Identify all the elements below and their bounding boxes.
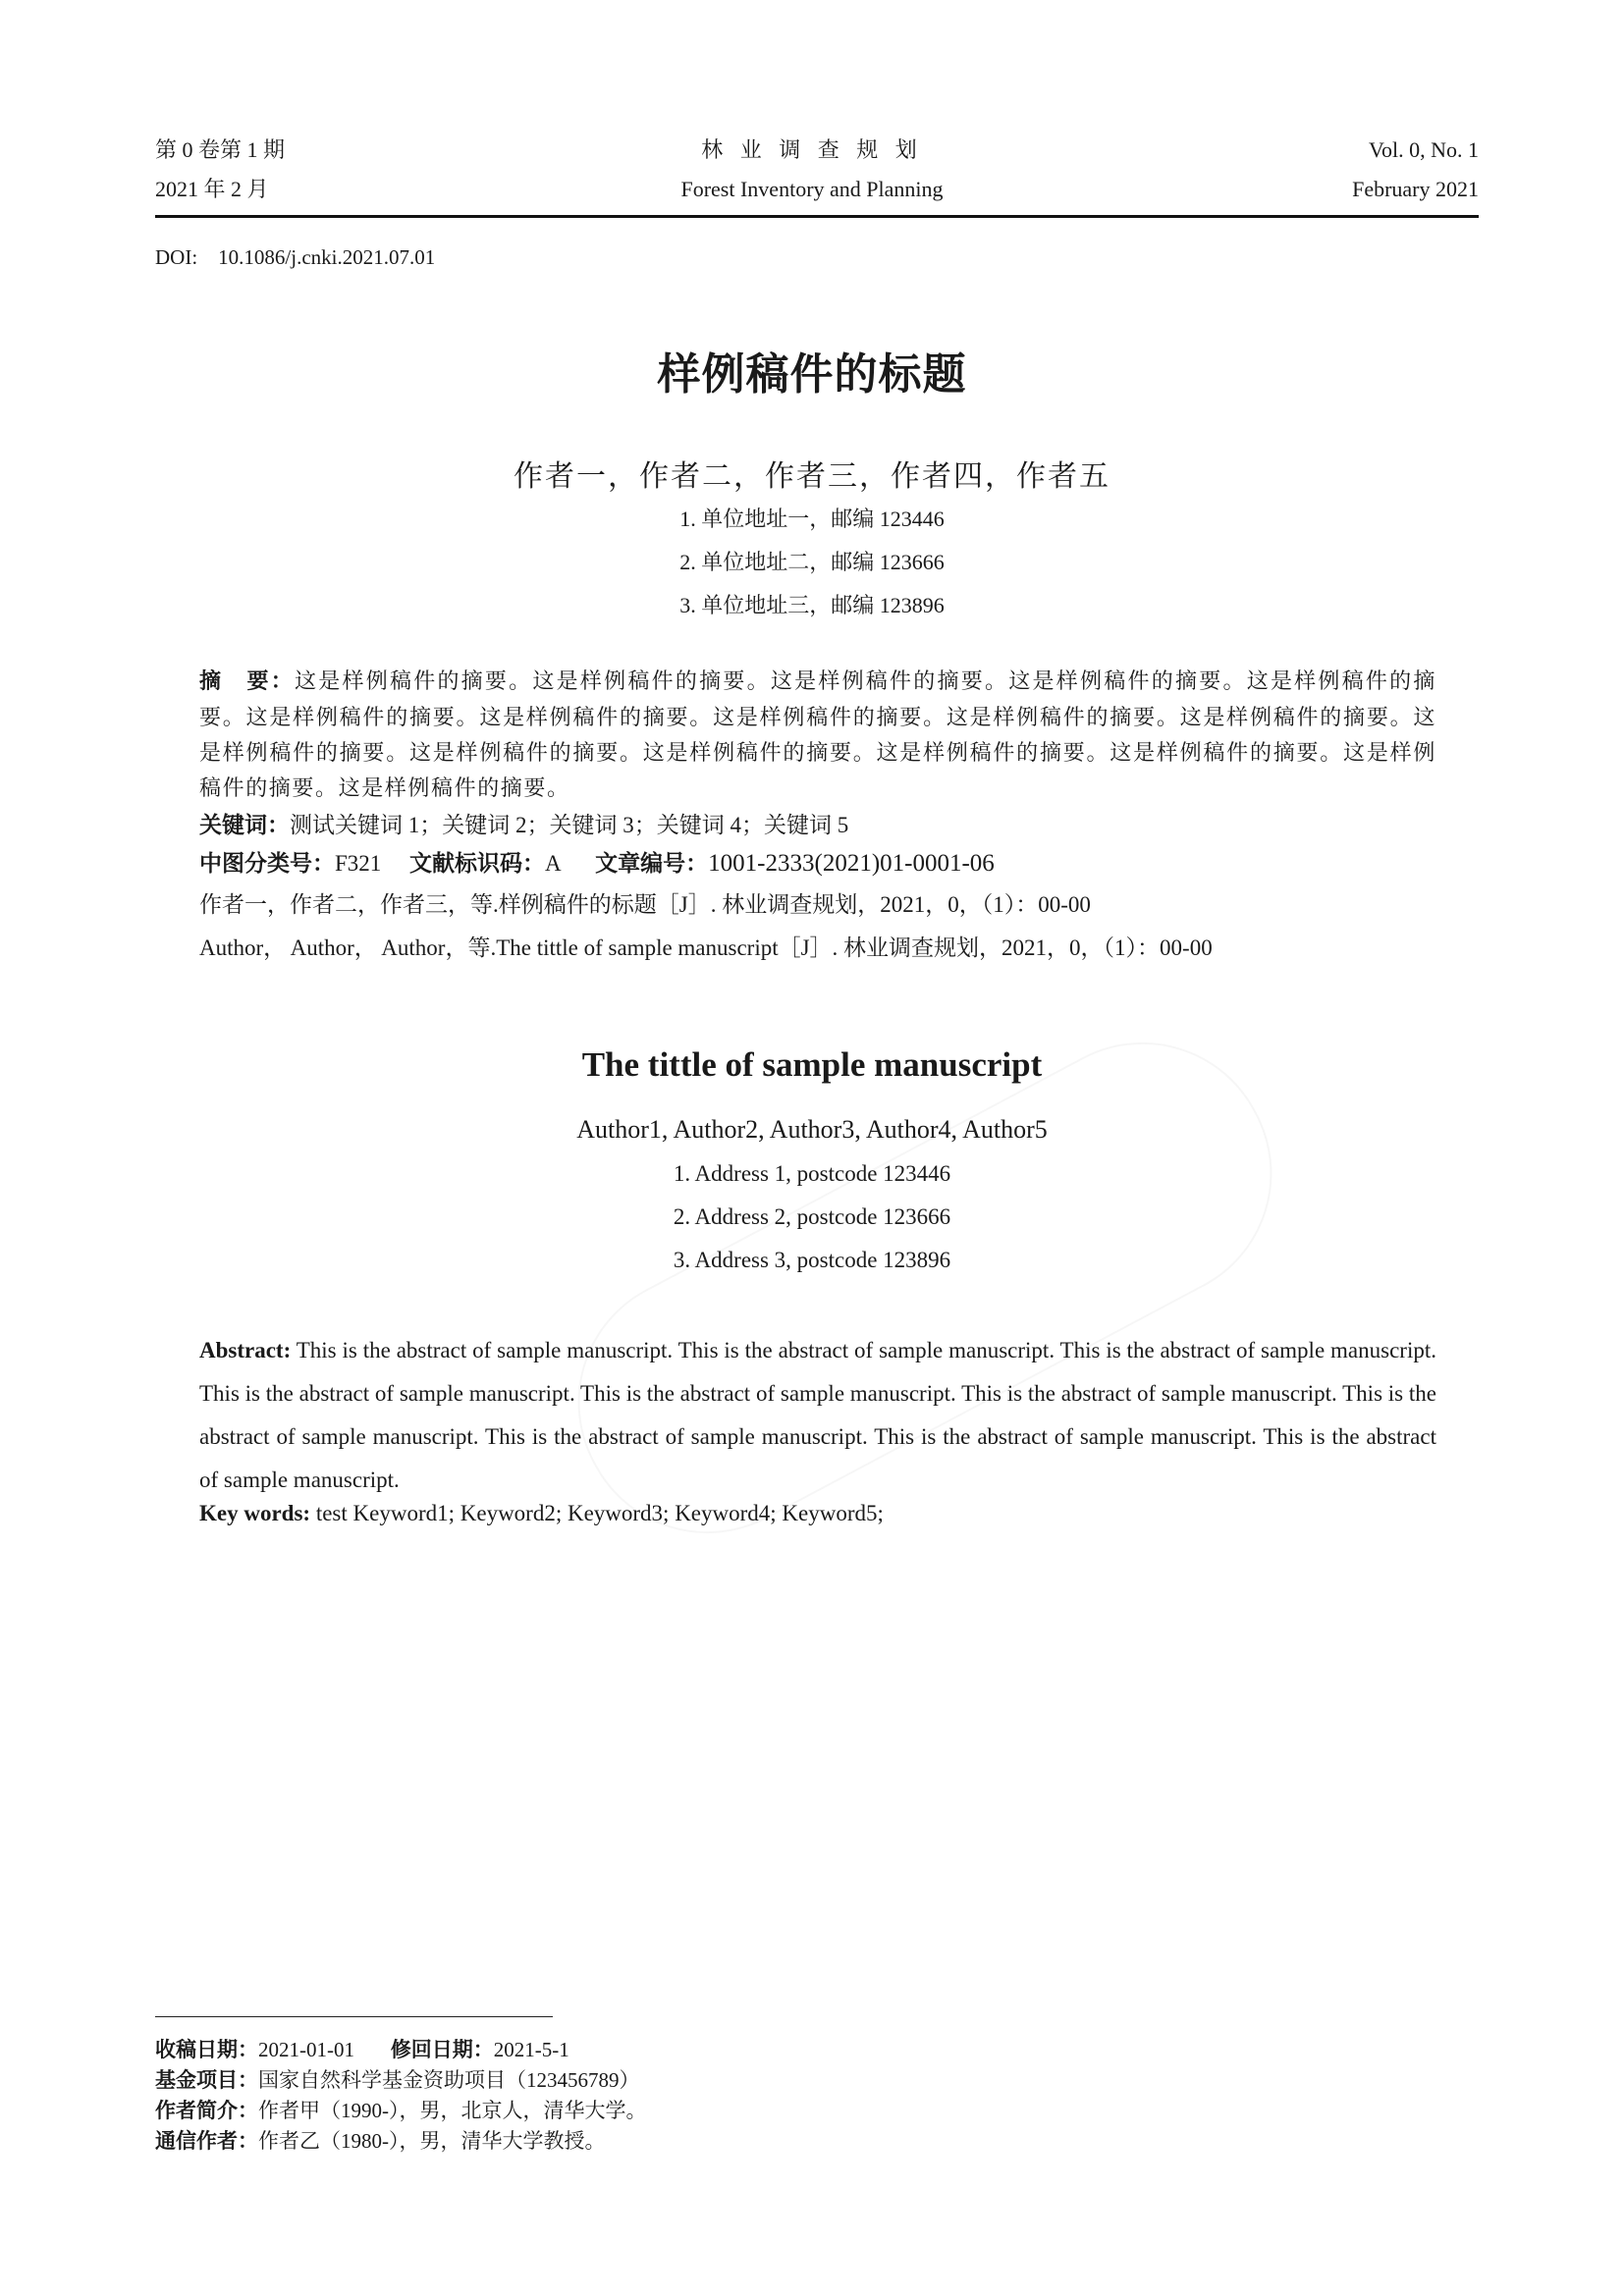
revised-value: 2021-5-1 bbox=[493, 2038, 569, 2061]
abstract-cn-text: 这是样例稿件的摘要。这是样例稿件的摘要。这是样例稿件的摘要。这是样例稿件的摘要。这是样例稿件的摘要。这是样例稿件的摘要。这是样例稿件的摘要。这是样例稿件的摘要。这是样例稿件的摘要。这是样例稿件的摘要。这是样例稿件的摘要。这是样例稿件的摘要。这是样例稿件的摘要。这是样例稿件的摘要。这是样例稿件的摘要。这是样例稿件的摘要。这是样例稿件的摘要。 bbox=[199, 668, 1436, 800]
authors-en: Author1, Author2, Author3, Author4, Author5 bbox=[576, 1115, 1048, 1144]
header-volume-en: Vol. 0, No. 1 bbox=[1368, 137, 1479, 162]
clc-label: 中图分类号： bbox=[199, 851, 335, 877]
doc-code-value: A bbox=[545, 851, 562, 876]
doi-value: 10.1086/j.cnki.2021.07.01 bbox=[218, 245, 436, 269]
affiliation-cn-1: 1. 单位地址一，邮编 123446 bbox=[679, 507, 945, 531]
fund-label: 基金项目： bbox=[155, 2068, 258, 2092]
corr-label: 通信作者： bbox=[155, 2129, 258, 2153]
title-en: The tittle of sample manuscript bbox=[581, 1045, 1043, 1084]
header-date-en: February 2021 bbox=[1352, 177, 1479, 201]
keywords-en bbox=[199, 1501, 1436, 1526]
received-label: 收稿日期： bbox=[155, 2038, 258, 2061]
authors-cn: 作者一，作者二，作者三，作者四，作者五 bbox=[514, 460, 1110, 493]
clc-value: F321 bbox=[335, 851, 382, 876]
footnote-bio bbox=[155, 2095, 647, 2124]
received-value: 2021-01-01 bbox=[258, 2038, 354, 2061]
footnote-rule bbox=[155, 2016, 553, 2017]
revised-label: 修回日期： bbox=[390, 2038, 494, 2061]
doc-code-label: 文献标识码： bbox=[409, 851, 546, 877]
citation-en: Author， Author， Author，等.The tittle of sample manuscript［J］. 林业调查规划，2021，0，（1）：00-00 bbox=[199, 935, 1213, 960]
keywords-en-text: test Keyword1; Keyword2; Keyword3; Keyword4; Keyword5; bbox=[310, 1501, 884, 1525]
abstract-en-label: Abstract: bbox=[199, 1338, 292, 1362]
abstract-en bbox=[199, 1329, 1436, 1502]
article-no-value: 1001-2333(2021)01-0001-06 bbox=[708, 850, 995, 877]
header-date-cn: 2021 年 2 月 bbox=[155, 177, 269, 201]
footnote-dates bbox=[155, 2034, 569, 2063]
footnote-fund bbox=[155, 2064, 640, 2094]
corr-value: 作者乙（1980-），男，清华大学教授。 bbox=[258, 2129, 606, 2153]
header-journal-en: Forest Inventory and Planning bbox=[680, 177, 944, 201]
affiliation-en-1: 1. Address 1, postcode 123446 bbox=[673, 1161, 951, 1186]
header-journal-cn: 林 业 调 查 规 划 bbox=[701, 137, 923, 162]
fund-value: 国家自然科学基金资助项目（123456789） bbox=[258, 2068, 640, 2092]
abstract-cn-label: 摘 要： bbox=[199, 669, 295, 694]
affiliation-en-3: 3. Address 3, postcode 123896 bbox=[673, 1248, 951, 1272]
header-rule bbox=[155, 215, 1479, 218]
citation-cn: 作者一，作者二，作者三，等.样例稿件的标题［J］. 林业调查规划，2021，0，（1）：00-00 bbox=[199, 892, 1091, 917]
footnote-corresponding bbox=[155, 2125, 606, 2155]
article-no-label: 文章编号： bbox=[595, 851, 709, 877]
title-cn: 样例稿件的标题 bbox=[657, 349, 967, 400]
doi-line bbox=[155, 245, 435, 270]
keywords-cn-label: 关键词： bbox=[199, 813, 290, 838]
affiliation-cn-2: 2. 单位地址二，邮编 123666 bbox=[679, 550, 945, 574]
abstract-cn bbox=[199, 664, 1436, 806]
abstract-en-text: This is the abstract of sample manuscript. This is the abstract of sample manuscript. This is the abstract of sample manuscript. This is the abstract of sample manuscript. This is the abstract of sample manuscript. This is the abstract of sample manuscript. This is the abstract of sample manuscript. This is the abstract of sample manuscript. This is the abstract of sample manuscript. This is the abstract of sample manuscript. bbox=[199, 1338, 1436, 1492]
affiliation-en-2: 2. Address 2, postcode 123666 bbox=[673, 1204, 951, 1229]
keywords-cn-text: 测试关键词 1；关键词 2；关键词 3；关键词 4；关键词 5 bbox=[290, 813, 849, 837]
classification-line bbox=[199, 845, 1436, 878]
bio-label: 作者简介： bbox=[155, 2099, 258, 2122]
header-volume-cn: 第 0 卷第 1 期 bbox=[155, 137, 286, 162]
keywords-cn bbox=[199, 807, 1436, 839]
doi-label: DOI: bbox=[155, 245, 198, 269]
affiliation-cn-3: 3. 单位地址三，邮编 123896 bbox=[679, 593, 945, 617]
bio-value: 作者甲（1990-），男，北京人，清华大学。 bbox=[258, 2099, 647, 2122]
keywords-en-label: Key words: bbox=[199, 1501, 311, 1525]
